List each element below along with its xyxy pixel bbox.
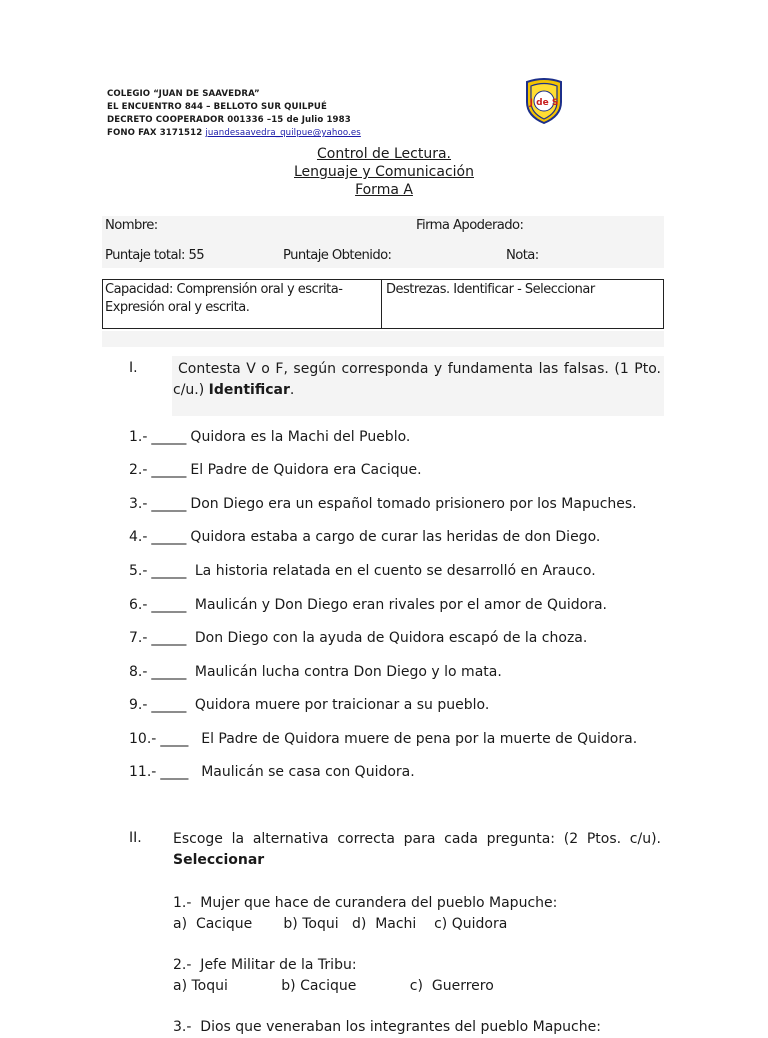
item-statement: El Padre de Quidora era Cacique. [190,462,422,478]
section-2-numeral: II. [129,830,142,846]
answer-blank[interactable]: _____ [151,597,187,613]
question-options: a) Toqui b) Cacique c) Guerrero [173,978,494,994]
true-false-item [129,731,637,747]
field-puntaje-total: Puntaje total: 55 [105,248,205,263]
capacidad-line-2: Expresión oral y escrita. [105,300,250,315]
question-text: 3.- Dios que veneraban los integrantes del pueblo Mapuche: [173,1019,601,1035]
item-statement: Don Diego con la ayuda de Quidora escapó de la choza. [190,630,588,646]
item-statement: Quidora estaba a cargo de curar las heridas de don Diego. [190,529,601,545]
capacidad-divider [381,279,382,329]
item-number: 7.- [129,630,148,646]
question-text: 1.- Mujer que hace de curandera del pueblo Mapuche: [173,895,558,911]
answer-blank[interactable]: _____ [151,462,187,478]
item-statement: Quidora muere por traicionar a su pueblo. [190,697,490,713]
item-number: 11.- [129,764,157,780]
true-false-item [129,764,415,780]
field-firma-apoderado: Firma Apoderado: [416,218,524,233]
title-line-3: Forma A [355,182,413,198]
school-contact [107,127,361,140]
answer-blank[interactable]: _____ [151,429,187,445]
true-false-item [129,597,607,613]
section-1-instruction: Contesta V o F, según corresponda y fundamenta las falsas. (1 Pto. c/u.) Identificar. [173,361,661,398]
true-false-item [129,563,596,579]
true-false-item [129,697,489,713]
spacer-shading [102,331,664,347]
question-text: 2.- Jefe Militar de la Tribu: [173,957,357,973]
item-number: 9.- [129,697,148,713]
section-2-instruction [173,829,661,871]
item-statement: El Padre de Quidora muere de pena por la muerte de Quidora. [192,731,638,747]
destrezas-cell: Destrezas. Identificar - Seleccionar [386,282,595,297]
title-line-2: Lenguaje y Comunicación [294,164,474,180]
section-1-instruction-text: Contesta V o F, según corresponda y fundamenta las falsas. (1 Pto. c/u.) [173,361,661,398]
field-puntaje-obtenido: Puntaje Obtenido: [283,248,392,263]
true-false-item [129,496,637,512]
true-false-item [129,529,600,545]
true-false-item [129,664,502,680]
question-block [173,893,557,935]
section-2-skill: Seleccionar [173,852,265,868]
item-number: 6.- [129,597,148,613]
item-number: 2.- [129,462,148,478]
answer-blank[interactable]: _____ [151,529,187,545]
item-number: 1.- [129,429,148,445]
answer-blank[interactable]: ____ [160,731,189,747]
true-false-item [129,429,410,445]
school-phone: FONO FAX 3171512 [107,128,206,138]
school-email-link[interactable]: juandesaavedra_quilpue@yahoo.es [205,128,361,138]
item-statement: La historia relatada en el cuento se desarrolló en Arauco. [190,563,596,579]
question-block [173,955,494,997]
answer-blank[interactable]: _____ [151,630,187,646]
item-statement: Maulicán lucha contra Don Diego y lo mata. [190,664,502,680]
school-crest-icon [524,78,564,124]
item-statement: Maulicán se casa con Quidora. [192,764,415,780]
answer-blank[interactable]: _____ [151,664,187,680]
section-2-instruction-text: Escoge la alternativa correcta para cada pregunta: (2 Ptos. c/u). [173,831,661,847]
answer-blank[interactable]: _____ [151,563,187,579]
item-statement: Don Diego era un español tomado prisionero por los Mapuches. [190,496,637,512]
section-1-numeral: I. [129,360,138,376]
crest-text: J de S [529,98,559,108]
item-statement: Maulicán y Don Diego eran rivales por el amor de Quidora. [190,597,607,613]
school-header [107,88,361,140]
true-false-item [129,630,587,646]
answer-blank[interactable]: _____ [151,496,187,512]
true-false-item [129,462,422,478]
capacidad-line-1: Capacidad: Comprensión oral y escrita- [105,282,343,297]
item-statement: Quidora es la Machi del Pueblo. [190,429,411,445]
field-nota: Nota: [506,248,539,263]
capacidad-cell [105,281,378,317]
school-name: COLEGIO “JUAN DE SAAVEDRA” [107,89,260,99]
item-number: 5.- [129,563,148,579]
answer-blank[interactable]: ____ [160,764,189,780]
field-nombre: Nombre: [105,218,158,233]
item-number: 10.- [129,731,157,747]
title-line-1: Control de Lectura. [316,146,452,162]
question-options: a) Cacique b) Toqui d) Machi c) Quidora [173,916,508,932]
item-number: 3.- [129,496,148,512]
answer-blank[interactable]: _____ [151,697,187,713]
item-number: 4.- [129,529,148,545]
school-address: EL ENCUENTRO 844 – BELLOTO SUR QUILPUÉ [107,102,327,112]
section-1-skill: Identificar [208,382,290,398]
school-decree: DECRETO COOPERADOR 001336 –15 de Julio 1983 [107,115,351,125]
item-number: 8.- [129,664,148,680]
question-block [173,1017,601,1038]
